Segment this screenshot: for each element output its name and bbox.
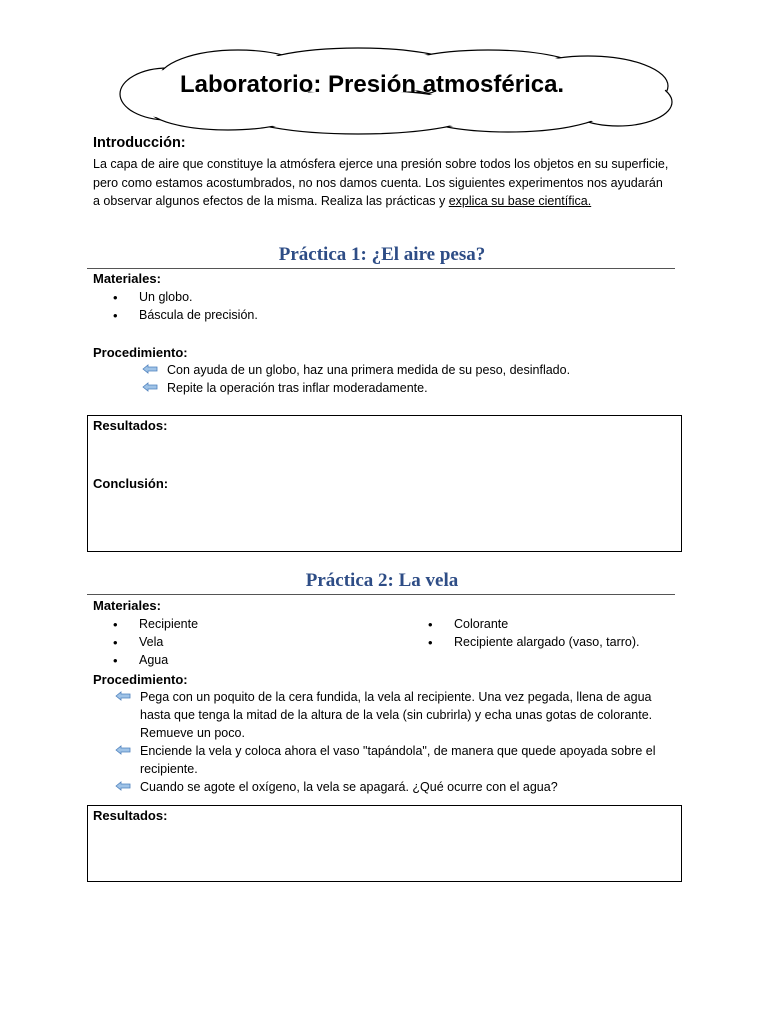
practice-2-step-text: Cuando se agote el oxígeno, la vela se apagará. ¿Qué ocurre con el agua? — [140, 780, 558, 794]
practice-2-material-item: • Recipiente — [139, 617, 198, 631]
practice-1-material-item: • Báscula de precisión. — [139, 308, 258, 322]
practice-2-step — [140, 742, 680, 778]
practice-2-material-item: • Recipiente alargado (vaso, tarro). — [454, 635, 640, 649]
arrow-bullet-icon — [142, 364, 158, 374]
arrow-bullet-icon — [115, 781, 131, 791]
practice-2-step — [140, 778, 680, 796]
practice-2-results-label: Resultados: — [93, 808, 168, 823]
practice-1-step — [167, 361, 570, 379]
practice-2-material-item: • Colorante — [454, 617, 508, 631]
practice-1-results-label: Resultados: — [93, 418, 168, 433]
practice-2-results-box[interactable] — [87, 805, 682, 882]
practice-1-results-box[interactable] — [87, 415, 682, 552]
practice-1-materials-label: Materiales: — [93, 271, 161, 286]
practice-1-step-text: Con ayuda de un globo, haz una primera medida de su peso, desinflado. — [167, 363, 571, 377]
arrow-bullet-icon — [115, 691, 131, 701]
practice-2-procedure-label: Procedimiento: — [93, 672, 188, 687]
intro-paragraph — [93, 155, 673, 211]
practice-1-divider — [87, 268, 675, 269]
practice-2-material-item: • Agua — [139, 653, 168, 667]
practice-2-divider — [87, 594, 675, 595]
practice-2-step — [140, 688, 680, 742]
practice-2-materials-label: Materiales: — [93, 598, 161, 613]
intro-heading: Introducción: — [93, 135, 186, 151]
practice-2-step-text: Enciende la vela y coloca ahora el vaso "tapándola", de manera que quede apoyada sobre el recipiente. — [140, 744, 656, 776]
arrow-bullet-icon — [115, 745, 131, 755]
practice-2-title: Práctica 2: La vela — [305, 570, 459, 591]
page-title: Laboratorio: Presión atmosférica. — [180, 71, 565, 98]
arrow-bullet-icon — [142, 382, 158, 392]
practice-1-step — [167, 379, 428, 397]
practice-1-conclusion-label: Conclusión: — [93, 476, 169, 491]
practice-2-step-text: Pega con un poquito de la cera fundida, la vela al recipiente. Una vez pegada, llena de agua hasta que tenga la mitad de la altura de la vela (sin cubrirla) y echa unas gotas de colorante. Remueve un poco. — [140, 690, 653, 740]
practice-2-material-item: • Vela — [139, 635, 163, 649]
intro-text: La capa de aire que constituye la atmósfera ejerce una presión sobre todos los objetos en su superficie, pero como estamos acostumbrados, no nos damos cuenta. Los siguientes experimentos nos ayudarán a observar algunos efectos de la misma. Realiza las prácticas y — [93, 157, 669, 208]
practice-1-step-text: Repite la operación tras inflar moderadamente. — [167, 381, 428, 395]
practice-1-procedure-label: Procedimiento: — [93, 345, 188, 360]
intro-underlined-text: explica su base científica. — [448, 194, 592, 208]
practice-1-material-item: • Un globo. — [139, 290, 193, 304]
practice-1-title: Práctica 1: ¿El aire pesa? — [278, 244, 486, 265]
